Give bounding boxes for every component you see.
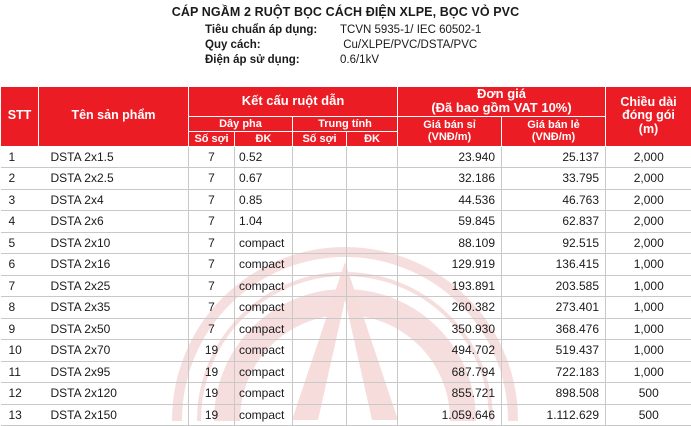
cell-product-name: DSTA 2x120 bbox=[39, 383, 189, 405]
cell-retail-price: 519.437 bbox=[502, 340, 606, 362]
cell-neutral-dk bbox=[347, 146, 398, 168]
cell-neutral-strands bbox=[293, 318, 347, 340]
cell-phase-strands: 19 bbox=[189, 383, 235, 405]
cell-wholesale-price: 23.940 bbox=[398, 146, 502, 168]
spec-label: Tiêu chuẩn áp dụng: bbox=[205, 23, 340, 38]
cell-phase-strands: 7 bbox=[189, 189, 235, 211]
cell-stt: 11 bbox=[1, 361, 39, 383]
cell-neutral-strands bbox=[293, 146, 347, 168]
cell-product-name: DSTA 2x50 bbox=[39, 318, 189, 340]
header-wholesale-line1: Giá bán sỉ bbox=[398, 119, 501, 131]
cell-retail-price: 273.401 bbox=[502, 297, 606, 319]
cell-neutral-dk bbox=[347, 232, 398, 254]
header-length-line3: (m) bbox=[606, 123, 691, 137]
cell-phase-dk: compact bbox=[235, 404, 293, 426]
cell-neutral-dk bbox=[347, 254, 398, 276]
cell-phase-strands: 19 bbox=[189, 361, 235, 383]
spec-row-construction bbox=[205, 38, 481, 53]
header-retail bbox=[502, 116, 606, 146]
cell-phase-strands: 7 bbox=[189, 211, 235, 233]
table-body bbox=[1, 146, 691, 426]
cell-product-name: DSTA 2x6 bbox=[39, 211, 189, 233]
cell-stt: 12 bbox=[1, 383, 39, 405]
cell-neutral-strands bbox=[293, 361, 347, 383]
cell-retail-price: 722.183 bbox=[502, 361, 606, 383]
cell-neutral-dk bbox=[347, 211, 398, 233]
cell-phase-dk: 1.04 bbox=[235, 211, 293, 233]
cell-stt: 5 bbox=[1, 232, 39, 254]
header-wholesale bbox=[398, 116, 502, 146]
header-retail-line1: Giá bán lẻ bbox=[502, 119, 605, 131]
cell-phase-strands: 7 bbox=[189, 297, 235, 319]
cell-neutral-dk bbox=[347, 189, 398, 211]
cell-product-name: DSTA 2x25 bbox=[39, 275, 189, 297]
cell-retail-price: 62.837 bbox=[502, 211, 606, 233]
cell-neutral-strands bbox=[293, 168, 347, 190]
cell-phase-dk: compact bbox=[235, 340, 293, 362]
spec-value: 0.6/1kV bbox=[340, 53, 379, 68]
cell-package-length: 2,000 bbox=[606, 211, 691, 233]
cell-retail-price: 203.585 bbox=[502, 275, 606, 297]
cell-wholesale-price: 32.186 bbox=[398, 168, 502, 190]
spec-label: Quy cách: bbox=[205, 38, 340, 53]
cell-package-length: 2,000 bbox=[606, 168, 691, 190]
header-phase-strands: Số sợi bbox=[189, 131, 235, 146]
cell-package-length: 2,000 bbox=[606, 146, 691, 168]
header-neutral: Trung tính bbox=[293, 116, 398, 131]
header-product: Tên sản phẩm bbox=[39, 87, 189, 147]
cell-neutral-dk bbox=[347, 383, 398, 405]
cell-phase-dk: compact bbox=[235, 318, 293, 340]
table-row bbox=[1, 275, 691, 297]
cell-phase-strands: 19 bbox=[189, 404, 235, 426]
cell-phase-dk: compact bbox=[235, 254, 293, 276]
cell-package-length: 500 bbox=[606, 383, 691, 405]
cell-neutral-dk bbox=[347, 297, 398, 319]
cell-wholesale-price: 687.794 bbox=[398, 361, 502, 383]
cell-product-name: DSTA 2x150 bbox=[39, 404, 189, 426]
cell-retail-price: 46.763 bbox=[502, 189, 606, 211]
cell-neutral-dk bbox=[347, 340, 398, 362]
cell-product-name: DSTA 2x10 bbox=[39, 232, 189, 254]
cell-stt: 4 bbox=[1, 211, 39, 233]
table-row bbox=[1, 232, 691, 254]
cell-retail-price: 898.508 bbox=[502, 383, 606, 405]
cell-phase-dk: compact bbox=[235, 232, 293, 254]
cell-retail-price: 33.795 bbox=[502, 168, 606, 190]
cell-package-length: 1,000 bbox=[606, 340, 691, 362]
cell-neutral-dk bbox=[347, 361, 398, 383]
header-neutral-dk: ĐK bbox=[347, 131, 398, 146]
cell-package-length: 500 bbox=[606, 404, 691, 426]
cell-stt: 3 bbox=[1, 189, 39, 211]
header-neutral-strands: Số sợi bbox=[293, 131, 347, 146]
cell-retail-price: 368.476 bbox=[502, 318, 606, 340]
cell-phase-strands: 7 bbox=[189, 318, 235, 340]
cell-phase-strands: 7 bbox=[189, 254, 235, 276]
header-length-line1: Chiều dài bbox=[606, 96, 691, 110]
header-wholesale-line2: (VNĐ/m) bbox=[398, 131, 501, 143]
cell-phase-dk: 0.67 bbox=[235, 168, 293, 190]
table-row bbox=[1, 404, 691, 426]
cell-wholesale-price: 855.721 bbox=[398, 383, 502, 405]
cell-retail-price: 136.415 bbox=[502, 254, 606, 276]
header-length bbox=[606, 87, 691, 147]
cell-stt: 2 bbox=[1, 168, 39, 190]
header-stt: STT bbox=[1, 87, 39, 147]
cell-wholesale-price: 129.919 bbox=[398, 254, 502, 276]
page-title: CÁP NGẦM 2 RUỘT BỌC CÁCH ĐIỆN XLPE, BỌC VỎ PVC bbox=[0, 5, 691, 19]
spec-label: Điện áp sử dụng: bbox=[205, 53, 340, 68]
cell-product-name: DSTA 2x35 bbox=[39, 297, 189, 319]
table-row bbox=[1, 211, 691, 233]
cell-phase-strands: 7 bbox=[189, 146, 235, 168]
cell-neutral-strands bbox=[293, 404, 347, 426]
cell-neutral-strands bbox=[293, 254, 347, 276]
cell-phase-dk: compact bbox=[235, 297, 293, 319]
cell-package-length: 1,000 bbox=[606, 318, 691, 340]
header-price-line1: Đơn giá bbox=[398, 87, 605, 101]
cell-neutral-dk bbox=[347, 168, 398, 190]
cell-neutral-strands bbox=[293, 383, 347, 405]
table-row bbox=[1, 383, 691, 405]
cell-phase-dk: compact bbox=[235, 275, 293, 297]
cell-neutral-strands bbox=[293, 340, 347, 362]
table-row bbox=[1, 340, 691, 362]
cell-neutral-strands bbox=[293, 232, 347, 254]
cell-phase-dk: compact bbox=[235, 361, 293, 383]
table-row bbox=[1, 318, 691, 340]
spec-row-voltage bbox=[205, 53, 481, 68]
cell-product-name: DSTA 2x95 bbox=[39, 361, 189, 383]
table-row bbox=[1, 361, 691, 383]
cell-wholesale-price: 350.930 bbox=[398, 318, 502, 340]
table-header bbox=[1, 87, 691, 147]
cell-package-length: 1,000 bbox=[606, 297, 691, 319]
cell-retail-price: 1.112.629 bbox=[502, 404, 606, 426]
cell-neutral-strands bbox=[293, 297, 347, 319]
header-price-line2: (Đã bao gồm VAT 10%) bbox=[398, 101, 605, 115]
spec-value: Cu/XLPE/PVC/DSTA/PVC bbox=[340, 38, 477, 53]
cell-neutral-strands bbox=[293, 189, 347, 211]
table-row bbox=[1, 168, 691, 190]
cell-stt: 9 bbox=[1, 318, 39, 340]
spec-value: TCVN 5935-1/ IEC 60502-1 bbox=[340, 23, 481, 38]
cell-wholesale-price: 494.702 bbox=[398, 340, 502, 362]
spec-row-standard bbox=[205, 23, 481, 38]
table-row bbox=[1, 189, 691, 211]
header-phase: Dây pha bbox=[189, 116, 293, 131]
cell-phase-strands: 7 bbox=[189, 275, 235, 297]
cell-product-name: DSTA 2x16 bbox=[39, 254, 189, 276]
cell-retail-price: 92.515 bbox=[502, 232, 606, 254]
price-table bbox=[0, 86, 691, 426]
cell-phase-strands: 7 bbox=[189, 232, 235, 254]
cell-neutral-strands bbox=[293, 275, 347, 297]
cell-package-length: 1,000 bbox=[606, 254, 691, 276]
cell-product-name: DSTA 2x70 bbox=[39, 340, 189, 362]
cell-package-length: 1,000 bbox=[606, 361, 691, 383]
cell-stt: 10 bbox=[1, 340, 39, 362]
cell-phase-dk: 0.52 bbox=[235, 146, 293, 168]
cell-product-name: DSTA 2x1.5 bbox=[39, 146, 189, 168]
cell-wholesale-price: 1.059.646 bbox=[398, 404, 502, 426]
cell-stt: 7 bbox=[1, 275, 39, 297]
cell-package-length: 2,000 bbox=[606, 189, 691, 211]
cell-stt: 6 bbox=[1, 254, 39, 276]
cell-phase-strands: 7 bbox=[189, 168, 235, 190]
cell-neutral-dk bbox=[347, 404, 398, 426]
cell-wholesale-price: 260.382 bbox=[398, 297, 502, 319]
cell-package-length: 1,000 bbox=[606, 275, 691, 297]
cell-package-length: 2,000 bbox=[606, 232, 691, 254]
cell-wholesale-price: 193.891 bbox=[398, 275, 502, 297]
cell-product-name: DSTA 2x4 bbox=[39, 189, 189, 211]
header-structure: Kết cấu ruột dẫn bbox=[189, 87, 398, 117]
cell-wholesale-price: 88.109 bbox=[398, 232, 502, 254]
header-phase-dk: ĐK bbox=[235, 131, 293, 146]
cell-phase-strands: 19 bbox=[189, 340, 235, 362]
cell-stt: 8 bbox=[1, 297, 39, 319]
cell-product-name: DSTA 2x2.5 bbox=[39, 168, 189, 190]
cell-phase-dk: 0.85 bbox=[235, 189, 293, 211]
cell-stt: 1 bbox=[1, 146, 39, 168]
cell-neutral-strands bbox=[293, 211, 347, 233]
table-row bbox=[1, 146, 691, 168]
table-row bbox=[1, 297, 691, 319]
spec-block bbox=[205, 23, 481, 68]
cell-wholesale-price: 44.536 bbox=[398, 189, 502, 211]
table-row bbox=[1, 254, 691, 276]
cell-retail-price: 25.137 bbox=[502, 146, 606, 168]
cell-neutral-dk bbox=[347, 275, 398, 297]
header-retail-line2: (VNĐ/m) bbox=[502, 131, 605, 143]
header-length-line2: đóng gói bbox=[606, 109, 691, 123]
cell-wholesale-price: 59.845 bbox=[398, 211, 502, 233]
header-price bbox=[398, 87, 606, 117]
cell-neutral-dk bbox=[347, 318, 398, 340]
cell-phase-dk: compact bbox=[235, 383, 293, 405]
cell-stt: 13 bbox=[1, 404, 39, 426]
